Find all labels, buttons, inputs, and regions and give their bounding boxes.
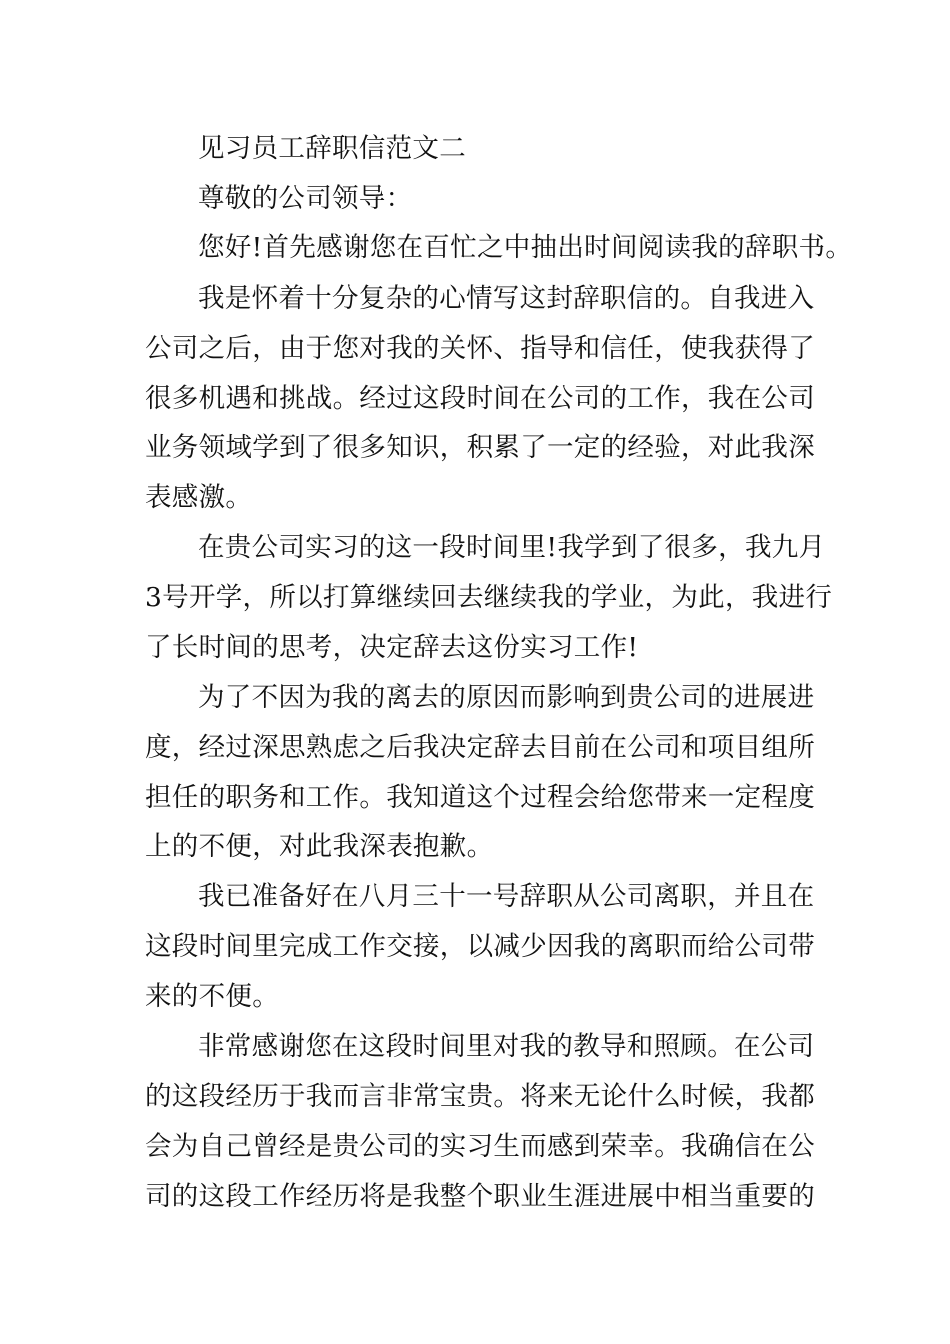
- body-line: 司的这段工作经历将是我整个职业生涯进展中相当重要的: [145, 1181, 815, 1212]
- body-line: 了长时间的思考，决定辞去这份实习工作!: [145, 632, 639, 663]
- body-line: 公司之后，由于您对我的关怀、指导和信任，使我获得了: [145, 333, 815, 364]
- body-line: 非常感谢您在这段时间里对我的教导和照顾。在公司: [198, 1031, 815, 1062]
- body-line: 度，经过深思熟虑之后我决定辞去目前在公司和项目组所: [145, 732, 815, 763]
- body-line: 很多机遇和挑战。经过这段时间在公司的工作，我在公司: [145, 383, 815, 414]
- body-line: 3号开学，所以打算继续回去继续我的学业，为此，我进行: [145, 582, 833, 613]
- body-line: 的这段经历于我而言非常宝贵。将来无论什么时候，我都: [145, 1081, 815, 1112]
- salutation: 尊敬的公司领导：: [198, 183, 413, 214]
- body-line: 为了不因为我的离去的原因而影响到贵公司的进展进: [198, 682, 815, 713]
- document-title: 见习员工辞职信范文二: [198, 133, 466, 164]
- body-line: 业务领域学到了很多知识，积累了一定的经验，对此我深: [145, 432, 815, 463]
- body-line: 这段时间里完成工作交接，以减少因我的离职而给公司带: [145, 931, 815, 962]
- body-line: 会为自己曾经是贵公司的实习生而感到荣幸。我确信在公: [145, 1131, 815, 1162]
- body-line: 担任的职务和工作。我知道这个过程会给您带来一定程度: [145, 782, 815, 813]
- body-line: 您好!首先感谢您在百忙之中抽出时间阅读我的辞职书。: [198, 232, 853, 263]
- body-line: 在贵公司实习的这一段时间里!我学到了很多，我九月: [198, 532, 826, 563]
- body-line: 表感激。: [145, 482, 253, 513]
- body-line: 来的不便。: [145, 981, 279, 1012]
- body-line: 我是怀着十分复杂的心情写这封辞职信的。自我进入: [198, 283, 815, 314]
- body-line: 上的不便，对此我深表抱歉。: [145, 831, 494, 862]
- body-line: 我已准备好在八月三十一号辞职从公司离职，并且在: [198, 881, 815, 912]
